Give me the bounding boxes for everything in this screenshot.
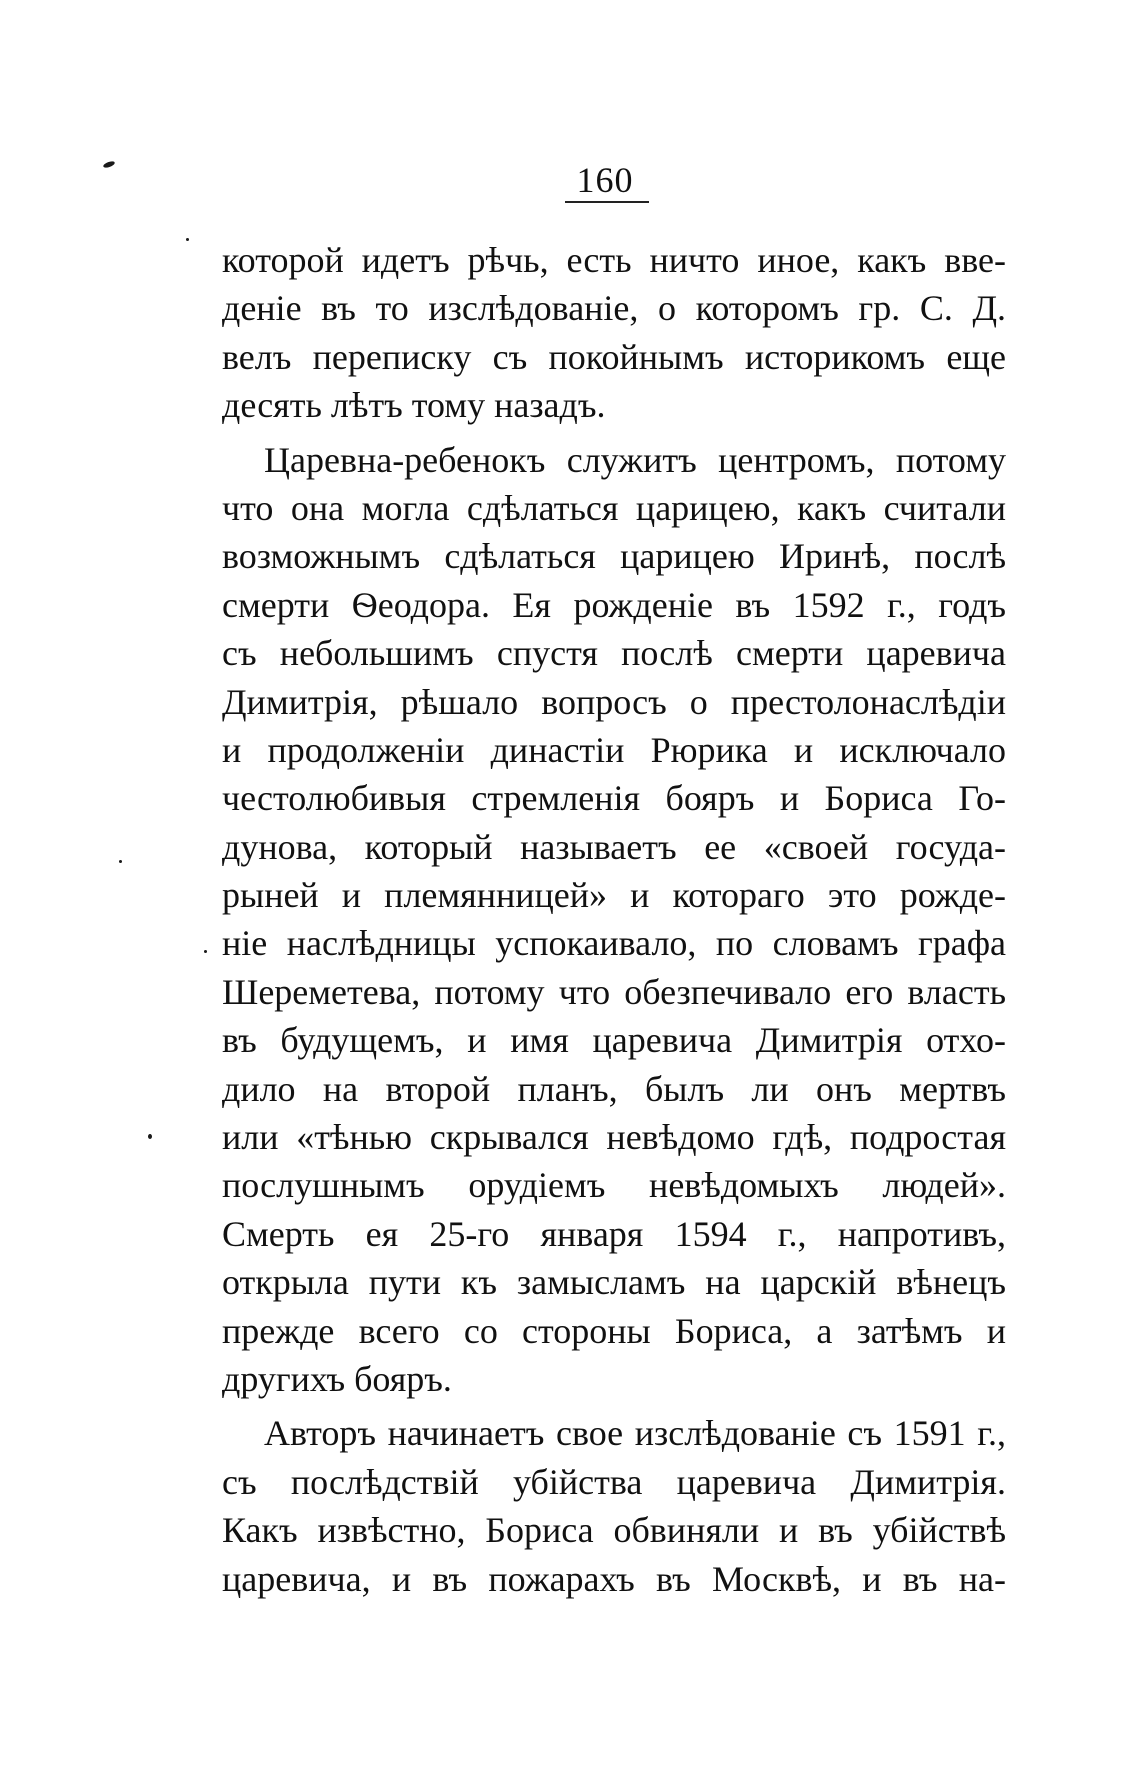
body-text [222, 236, 1006, 1603]
text-line: велъ переписку съ покойнымъ историкомъ еще [222, 336, 1006, 377]
text-line: Димитрія, рѣшало вопросъ о престолонаслѣдіи [222, 681, 1006, 722]
text-line: возможнымъ сдѣлаться царицею Иринѣ, послѣ [222, 536, 1006, 577]
text-line: или «тѣнью скрывался невѣдомо гдѣ, подростая [222, 1117, 1006, 1158]
ink-speck [148, 1134, 152, 1139]
text-line: деніе въ то изслѣдованіе, о которомъ гр. С. Д. [222, 288, 1006, 329]
text-line: дило на второй планъ, былъ ли онъ мертвъ [222, 1068, 1006, 1109]
paragraph-2 [222, 436, 1006, 1404]
text-line: Шереметева, потому что обезпечивало его власть [222, 971, 1006, 1012]
text-line: открыла пути къ замысламъ на царскій вѣнецъ [222, 1262, 1006, 1303]
ink-speck [186, 238, 189, 241]
text-line: съ небольшимъ спустя послѣ смерти царевича [222, 633, 1006, 674]
text-line: послушнымъ орудіемъ невѣдомыхъ людей». [222, 1165, 1006, 1206]
paragraph-1 [222, 236, 1006, 430]
text-line: рыней и племянницей» и котораго это рожде- [222, 875, 1006, 916]
text-line: Какъ извѣстно, Бориса обвиняли и въ убійствѣ [222, 1510, 1006, 1551]
text-line: честолюбивыя стремленія бояръ и Бориса Го- [222, 778, 1006, 819]
text-line: въ будущемъ, и имя царевича Димитрія отхо- [222, 1020, 1006, 1061]
text-line: десять лѣтъ тому назадъ. [222, 385, 606, 426]
page-number: 160 [576, 160, 634, 200]
paragraph-3 [222, 1409, 1006, 1603]
text-line: Авторъ начинаетъ свое изслѣдованіе съ 1591 г., [264, 1413, 1006, 1454]
text-line: и продолженіи династіи Рюрика и исключало [222, 729, 1006, 770]
text-line: Смерть ея 25-го января 1594 г., напротивъ, [222, 1213, 1006, 1254]
ink-speck [204, 950, 207, 953]
text-line: которой идетъ рѣчь, есть ничто иное, какъ вве- [222, 240, 1006, 280]
text-line: дунова, который называетъ ее «своей госуда- [222, 826, 1006, 867]
text-line: что она могла сдѣлаться царицею, какъ считали [222, 487, 1006, 528]
text-line: смерти Ѳеодора. Ея рожденіе въ 1592 г., годъ [222, 584, 1006, 625]
text-line: другихъ бояръ. [222, 1358, 452, 1399]
text-line: ніе наслѣдницы успокаивало, по словамъ графа [222, 923, 1006, 964]
text-line: царевича, и въ пожарахъ въ Москвѣ, и въ на- [222, 1558, 1006, 1599]
text-line: прежде всего со стороны Бориса, а затѣмъ и [222, 1310, 1006, 1351]
ink-speck [103, 160, 116, 169]
ink-speck [119, 860, 122, 863]
text-line: Царевна-ребенокъ служитъ центромъ, потому [264, 439, 1006, 480]
text-line: съ послѣдствій убійства царевича Димитрія. [222, 1461, 1006, 1502]
page-number-rule [565, 201, 649, 203]
